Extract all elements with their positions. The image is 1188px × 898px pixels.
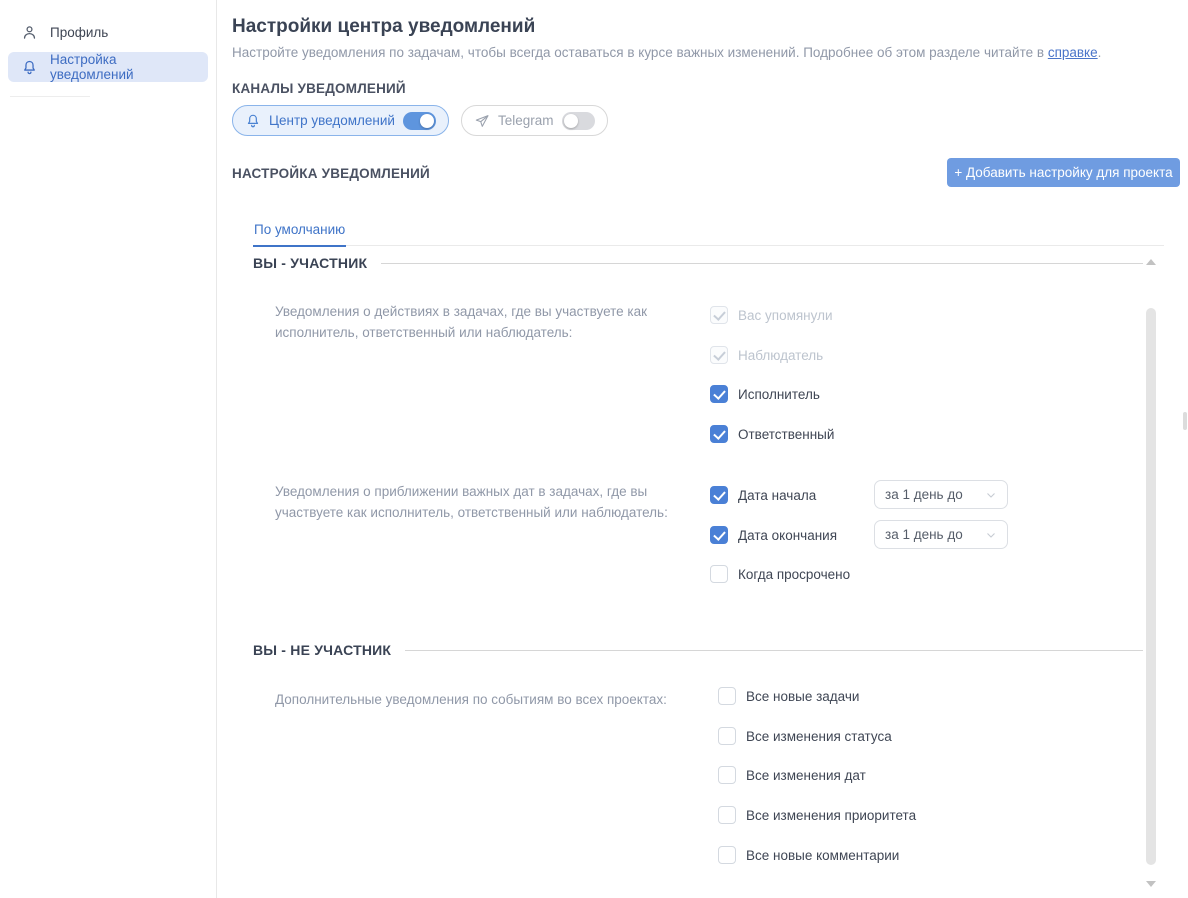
section-title: ВЫ - НЕ УЧАСТНИК (253, 642, 392, 658)
checkbox-label: Все новые комментарии (746, 847, 900, 863)
bell-icon (245, 113, 261, 129)
option-row (710, 384, 820, 404)
non-participant-section-header (253, 642, 1143, 658)
checkbox-label: Ответственный (738, 426, 835, 442)
start-date-offset-select[interactable] (874, 480, 1008, 509)
checkbox[interactable] (710, 385, 728, 403)
checkbox-label: Дата окончания (738, 527, 838, 543)
subtitle-period: . (1097, 45, 1102, 60)
send-icon (474, 113, 490, 129)
checkbox-label: Наблюдатель (738, 347, 824, 363)
help-link[interactable]: справке (1047, 45, 1098, 60)
sidebar-item-notification-settings[interactable] (8, 52, 208, 82)
checkbox-label: Все новые задачи (746, 688, 860, 704)
channel-notification-center[interactable] (232, 105, 449, 136)
chevron-down-icon (985, 489, 997, 501)
section-title: ВЫ - УЧАСТНИК (253, 255, 368, 271)
checkbox[interactable] (718, 727, 736, 745)
checkbox[interactable] (718, 806, 736, 824)
option-row (710, 345, 823, 365)
checkbox-label: Когда просрочено (738, 566, 851, 582)
channel-label: Центр уведомлений (269, 113, 395, 128)
checkbox[interactable] (718, 846, 736, 864)
settings-heading: НАСТРОЙКА УВЕДОМЛЕНИЙ (232, 166, 430, 181)
sidebar-divider (10, 96, 90, 97)
scrollbar-down-arrow-icon[interactable] (1146, 881, 1156, 887)
group-label-extra: Дополнительные уведомления по событиям во всех проектах: (275, 692, 667, 707)
channel-label: Telegram (497, 113, 554, 128)
end-date-offset-select[interactable] (874, 520, 1008, 549)
chevron-down-icon (985, 529, 997, 541)
group-label-actions: Уведомления о действиях в задачах, где вы участвуете как исполнитель, ответственный или наблюдатель: (275, 304, 648, 340)
select-value: за 1 день до (885, 527, 963, 542)
option-row (710, 424, 834, 444)
page-scrollbar-thumb[interactable] (1183, 412, 1187, 430)
participant-section-header (253, 255, 1143, 271)
group-label-dates: Уведомления о приближении важных дат в задачах, где вы участвуете как исполнитель, ответственный или наблюдатель: (275, 484, 668, 520)
channel-telegram[interactable] (461, 105, 608, 136)
checkbox[interactable] (710, 486, 728, 504)
option-row (710, 305, 833, 325)
page-title: Настройки центра уведомлений (232, 16, 536, 37)
checkbox[interactable] (710, 425, 728, 443)
option-row (710, 525, 837, 545)
channel-pills (232, 105, 608, 136)
select-value: за 1 день до (885, 487, 963, 502)
sidebar-item-profile[interactable] (8, 17, 208, 47)
notification-center-toggle[interactable] (403, 112, 436, 130)
scrollbar-up-arrow-icon[interactable] (1146, 259, 1156, 265)
page-subtitle (232, 45, 1101, 60)
option-row (718, 686, 859, 706)
checkbox[interactable] (710, 565, 728, 583)
checkbox-label: Дата начала (738, 487, 817, 503)
checkbox[interactable] (718, 687, 736, 705)
option-row (710, 564, 850, 584)
option-row (718, 845, 899, 865)
option-row (718, 726, 892, 746)
section-divider (381, 263, 1143, 264)
channels-heading: КАНАЛЫ УВЕДОМЛЕНИЙ (232, 81, 406, 96)
scrollbar-thumb[interactable] (1146, 308, 1156, 865)
checkbox-label: Все изменения статуса (746, 728, 892, 744)
checkbox[interactable] (710, 306, 728, 324)
sidebar-item-label: Профиль (50, 24, 109, 40)
user-icon (21, 24, 38, 41)
tab-bar (253, 221, 1164, 246)
checkbox-label: Все изменения дат (746, 767, 866, 783)
checkbox[interactable] (710, 526, 728, 544)
option-row (710, 485, 816, 505)
checkbox[interactable] (710, 346, 728, 364)
bell-icon (21, 59, 38, 76)
tab-default[interactable]: По умолчанию (253, 222, 346, 247)
checkbox-label: Вас упомянули (738, 307, 833, 323)
checkbox-label: Все изменения приоритета (746, 807, 917, 823)
sidebar-item-label: Настройка уведомлений (50, 52, 134, 82)
subtitle-text: Настройте уведомления по задачам, чтобы всегда оставаться в курсе важных изменений. Подробнее об этом разделе читайте в (232, 45, 1048, 60)
telegram-toggle[interactable] (562, 112, 595, 130)
checkbox[interactable] (718, 766, 736, 784)
sidebar (0, 0, 217, 898)
option-row (718, 765, 866, 785)
option-row (718, 805, 916, 825)
add-project-setting-button[interactable]: + Добавить настройку для проекта (947, 158, 1180, 187)
checkbox-label: Исполнитель (738, 386, 820, 402)
section-divider (405, 650, 1143, 651)
